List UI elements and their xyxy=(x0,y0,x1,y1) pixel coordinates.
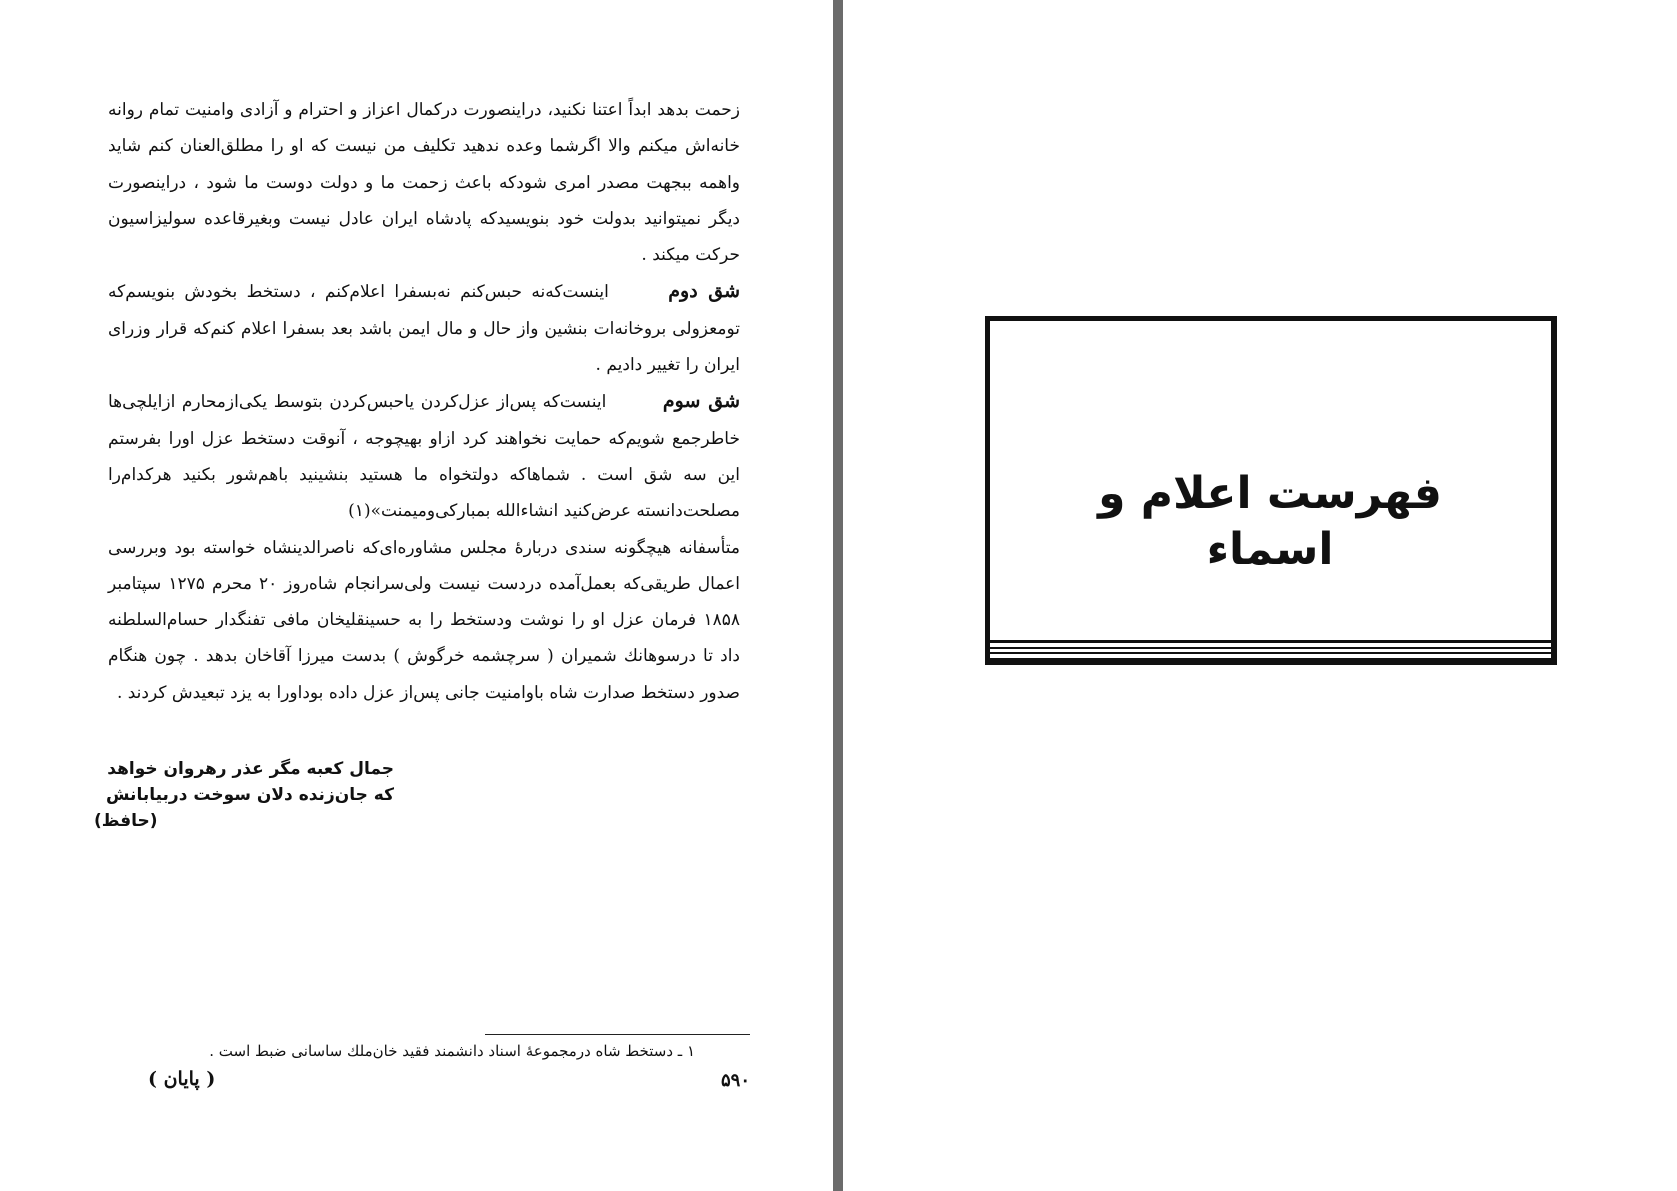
frame-rule xyxy=(985,640,1557,643)
section-third-option xyxy=(108,383,740,529)
section-text: اینست‌که‌نه حبس‌کنم نه‌بسفرا اعلام‌کنم ، دستخط بخودش بنویسم‌که تومعزولی بروخانه‌ات بنشین‌ واز حال و مال ایمن باشد بعد بسفرا اعلام کنم‌که قرار وزرای ایران را تغییر دادیم . xyxy=(108,282,740,376)
poet-attribution: (حافظ) xyxy=(94,811,158,831)
section-second-option xyxy=(108,273,740,383)
main-body-text xyxy=(108,92,740,711)
frame-rule xyxy=(985,652,1557,654)
frame-rule xyxy=(985,658,1557,665)
closing-paragraph: متأسفانه هیچگونه سندی دربارهٔ مجلس مشاوره‌ای‌که ناصرالدینشاه خواسته بود وبررسی اعمال طریقی‌که بعمل‌آمده دردست نیست ولی‌سرانجام شاه‌روز ۲۰ محرم ۱۲۷۵ سپتامبر ۱۸۵۸ فرمان عزل او را نوشت ودستخط را به حسینقلیخان مافی تفنگدار حسام‌السلطنه داد تا درسوهانك شمیران ( سرچشمه خرگوش ) بدست میرزا آقاخان بدهد . چون هنگام صدور دستخط صدارت شاه باوامنیت جانی پس‌از عزل داده بود‌اورا به یزد تبعیدش کردند . xyxy=(108,537,741,703)
title-frame-bottom-rules xyxy=(985,640,1557,668)
poem-verse xyxy=(94,756,394,834)
poem-line: که جان‌زنده دلان سوخت دربیابانش xyxy=(106,785,394,805)
footnote-divider xyxy=(485,1034,750,1035)
section-heading: شق سوم xyxy=(662,390,741,413)
section-text: اینست‌که پس‌از عزل‌کردن یاحبس‌کردن بتوسط یکی‌ازمحارم ازایلچی‌ها خاطرجمع شویم‌که حمایت نخواهند کرد ازاو بهیچوجه ، آنوقت دستخط عزل اورا بفرستم این سه شق است . شماهاکه دولتخواه ما هستید بنشینید باهم‌شور بکنید هرکدام‌را مصلحت‌دانسته عرض‌کنید انشاءالله بمبارکی‌ومیمنت»(۱) xyxy=(108,392,740,522)
end-mark: ( پایان ) xyxy=(148,1068,216,1090)
poem-line: جمال کعبه مگر عذر رهروان خواهد xyxy=(107,759,394,779)
frame-rule xyxy=(985,647,1557,649)
book-gutter xyxy=(833,0,843,1191)
page-number: ۵۹۰ xyxy=(720,1070,750,1091)
left-page xyxy=(0,0,833,1191)
section-heading: شق دوم xyxy=(668,280,740,303)
index-title: فهرست اعلام و اسماء xyxy=(1098,468,1442,575)
footnote: ۱ ـ دستخط شاه درمجموعهٔ اسناد دانشمند فقید خان‌ملك ساسانی ضبط است . xyxy=(209,1042,695,1060)
opening-paragraph: زحمت بدهد ابداً اعتنا نکنید، دراینصورت درکمال اعزاز و احترام و آزادی وامنیت تمام روانه خانه‌اش میکنم والا اگرشما وعده ندهید تکلیف من نیست که او را مطلق‌العنان کنم شاید واهمه ببجهت مصدر امری شودکه باعث زحمت ما و دولت دوست ما شود ، دراینصورت دیگر نمیتوانید بدولت خود بنویسیدکه پادشاه ایران عادل نیست وبغیرقاعده سولیزاسیون حرکت میکند . xyxy=(108,100,740,266)
